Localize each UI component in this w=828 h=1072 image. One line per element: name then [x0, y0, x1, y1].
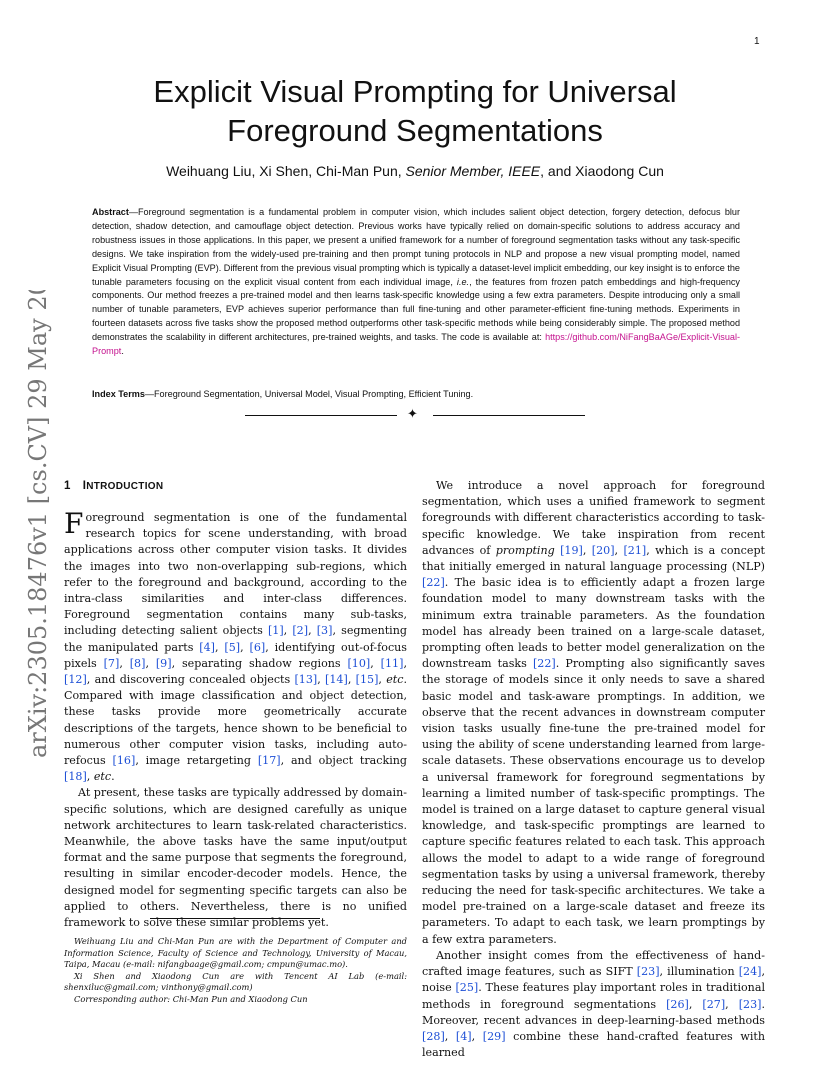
paragraph: Another insight comes from the effectiveness of hand-crafted image features, such as SIFT [23], illumination [24], noise [25]. These features play important roles in traditional methods in foreground segmentations [26], [27], [23]. Moreover, recent advances in deep-learning-based methods [28], [4], [29] combine these hand-crafted features with learned	[422, 948, 765, 1060]
paragraph: Foreground segmentation is one of the fundamental research topics for scene understanding, with broad applications across other computer vision tasks. It divides the images into two non-overlapping sub-regions, which refer to the foreground and background, according to the intra-class similarities and inter-class differences. Foreground segmentation contains many sub-tasks, including detecting salient objects [1], [2], [3], segmenting the manipulated parts [4], [5], [6], identifying out-of-focus pixels [7], [8], [9], separating shadow regions [10], [11], [12], and discovering concealed objects [13], [14], [15], etc. Compared with image classification and object detection, these tasks provide more geometrically accurate descriptions of the targets, hence shown to be beneficial to numerous other computer vision tasks, including auto-refocus [16], image retargeting [17], and object tracking [18], etc.	[64, 507, 407, 784]
abstract-text-2: , the features from frozen patch embeddings and high-frequency components. Our method freezes a pre-trained model and then learns task-specific knowledge using a few extra parameters. Despite introducing only a small number of tunable parameters, EVP achieves superior performance than full fine-tuning and other parameter-efficient fine-tuning methods. Experiments in fourteen datasets across five tasks show the proposed method outperforms other task-specific methods while being considerably simple. The proposed method demonstrates the scalability in different architectures, pre-trained weights, and tasks. The code is available at:	[92, 276, 740, 343]
footnotes	[64, 936, 407, 1006]
citation[interactable]: [22]	[532, 657, 556, 671]
footnote: Xi Shen and Xiaodong Cun are with Tencent AI Lab (e-mail: shenxiluc@gmail.com; vinthony@gmail.com)	[64, 970, 407, 993]
paragraph: We introduce a novel approach for foreground segmentation, which uses a unified framework to segment foregrounds with different characteristics according to task-specific knowledge. We take inspiration from recent advances of prompting [19], [20], [21], which is a concept that initially emerged in natural language processing (NLP) [22]. The basic idea is to efficiently adapt a frozen large foundation model to many downstream tasks with the minimum extra trainable parameters. As the foundation model has already been trained on a large-scale dataset, prompting often leads to better model generalization on the downstream tasks [22]. Prompting also significantly saves the storage of models since it only needs to save a shared basic model and task-aware promptings. In addition, we observe that the recent advances in downstream computer vision tasks usually fine-tune the pre-trained model for using the ability of scene understanding learned from large-scale datasets. These observations encourage us to develop a universal framework for foreground segmentations by learning a limited number of task-specific promptings. The model is trained on a large dataset to capture general visual knowledge, and task-specific promptings are learned to capture specific features related to each task. This approach allows the model to adapt to a wide range of foreground segmentation tasks by using a universal framework, thereby reducing the need for task-specific architectures. We take a model pre-trained on a large-scale dataset and freeze its parameters. To adapt to each task, we learn promptings by a few extra parameters.	[422, 479, 766, 946]
citation[interactable]: [3]	[316, 624, 333, 638]
abstract-ie: i.e.	[456, 276, 470, 287]
index-terms	[92, 389, 740, 399]
paper-title	[70, 72, 760, 150]
citation[interactable]: [16]	[112, 754, 136, 768]
citation[interactable]: [14]	[325, 673, 348, 687]
title-line-2: Foreground Segmentations	[227, 113, 603, 148]
citation[interactable]: [13]	[294, 673, 318, 687]
citation[interactable]: [23]	[738, 997, 762, 1011]
citation[interactable]: [15]	[355, 673, 379, 687]
citation[interactable]: [12]	[64, 673, 87, 687]
citation[interactable]: [2]	[292, 624, 309, 638]
divider-line-left	[245, 415, 397, 416]
citation[interactable]: [17]	[257, 754, 281, 768]
citation[interactable]: [4]	[455, 1029, 472, 1043]
index-terms-text: —Foreground Segmentation, Universal Model, Visual Prompting, Efficient Tuning.	[144, 389, 474, 399]
citation[interactable]: [25]	[455, 981, 479, 995]
footnote: Weihuang Liu and Chi-Man Pun are with the Department of Computer and Information Science, Faculty of Science and Technology, University of Macau, Taipa, Macau (e-mail: nifangbaage@gmail.com; cmpun@umac.mo).	[64, 936, 407, 970]
authors-plain: Weihuang Liu, Xi Shen, Chi-Man Pun,	[166, 163, 402, 179]
index-terms-label: Index Terms	[92, 389, 145, 399]
citation[interactable]: [4]	[199, 640, 215, 654]
citation[interactable]: [24]	[738, 965, 762, 979]
citation[interactable]: [19]	[560, 543, 583, 557]
citation[interactable]: [28]	[422, 1029, 445, 1043]
citation[interactable]: [11]	[380, 656, 404, 670]
citation[interactable]: [20]	[591, 543, 615, 557]
citation[interactable]: [5]	[224, 640, 241, 654]
citation[interactable]: [27]	[702, 997, 726, 1011]
authors-membership: Senior Member, IEEE	[405, 163, 541, 179]
footnote-rule	[150, 918, 320, 919]
section-title-first: I	[82, 480, 87, 492]
diamond-icon: ✦	[407, 407, 418, 422]
citation[interactable]: [29]	[482, 1029, 506, 1043]
section-heading	[64, 480, 163, 492]
citation[interactable]: [23]	[636, 965, 660, 979]
abstract-end: .	[121, 346, 124, 357]
citation[interactable]: [8]	[129, 656, 146, 670]
citation[interactable]: [6]	[249, 640, 266, 654]
page-number: 1	[754, 36, 760, 47]
abstract-label: Abstract	[92, 207, 129, 217]
section-number: 1	[64, 480, 71, 492]
left-column	[64, 507, 407, 931]
title-line-1: Explicit Visual Prompting for Universal	[153, 74, 677, 109]
citation[interactable]: [18]	[64, 770, 87, 784]
divider-line-right	[433, 415, 585, 416]
citation[interactable]: [1]	[267, 624, 284, 638]
code-link[interactable]: https://github.com/NiFangBaAGe/Explicit-Visual-Prompt	[92, 332, 740, 357]
citation[interactable]: [7]	[103, 656, 120, 670]
paragraph: At present, these tasks are typically addressed by domain-specific solutions, which are designed carefully as unique network architectures to learn task-related characteristics. Meanwhile, the above tasks have the same input/output format and the same purpose that segments the foreground, resulting in similar encoder-decoder models. Hence, the designed model for segmenting specific targets can also be applied to others. Nevertheless, there is no unified framework to solve these similar problems yet.	[64, 786, 407, 930]
section-divider	[245, 408, 585, 422]
arxiv-id: arXiv:2305.18476v1 [cs.CV] 29 May 2023	[24, 290, 52, 758]
author-list	[70, 163, 760, 179]
section-title-rest: NTRODUCTION	[86, 481, 164, 492]
arxiv-stamp	[6, 290, 66, 760]
abstract-text: —Foreground segmentation is a fundamental problem in computer vision, which includes salient object detection, forgery detection, defocus blur detection, shadow detection, and camouflage object detection. Previous works have typically relied on domain-specific solutions to address accuracy and robustness issues in those applications. In this paper, we present a unified framework for a number of foreground segmentation tasks without any task-specific designs. We take inspiration from the widely-used pre-training and then prompt tuning protocols in NLP and propose a new visual prompting model, named Explicit Visual Prompting (EVP). Different from the previous visual prompting which is typically a dataset-level implicit embedding, our key insight is to enforce the tunable parameters focusing on the explicit visual content from each individual image,	[92, 207, 740, 287]
citation[interactable]: [9]	[155, 656, 172, 670]
citation[interactable]: [10]	[347, 656, 371, 670]
drop-cap: F	[64, 507, 84, 540]
right-column	[422, 478, 765, 1061]
citation[interactable]: [21]	[623, 543, 647, 557]
authors-tail: , and Xiaodong Cun	[540, 163, 664, 179]
citation[interactable]: [22]	[422, 576, 445, 590]
abstract	[92, 206, 740, 359]
footnote: Corresponding author: Chi-Man Pun and Xiaodong Cun	[74, 993, 308, 1004]
citation[interactable]: [26]	[666, 997, 689, 1011]
